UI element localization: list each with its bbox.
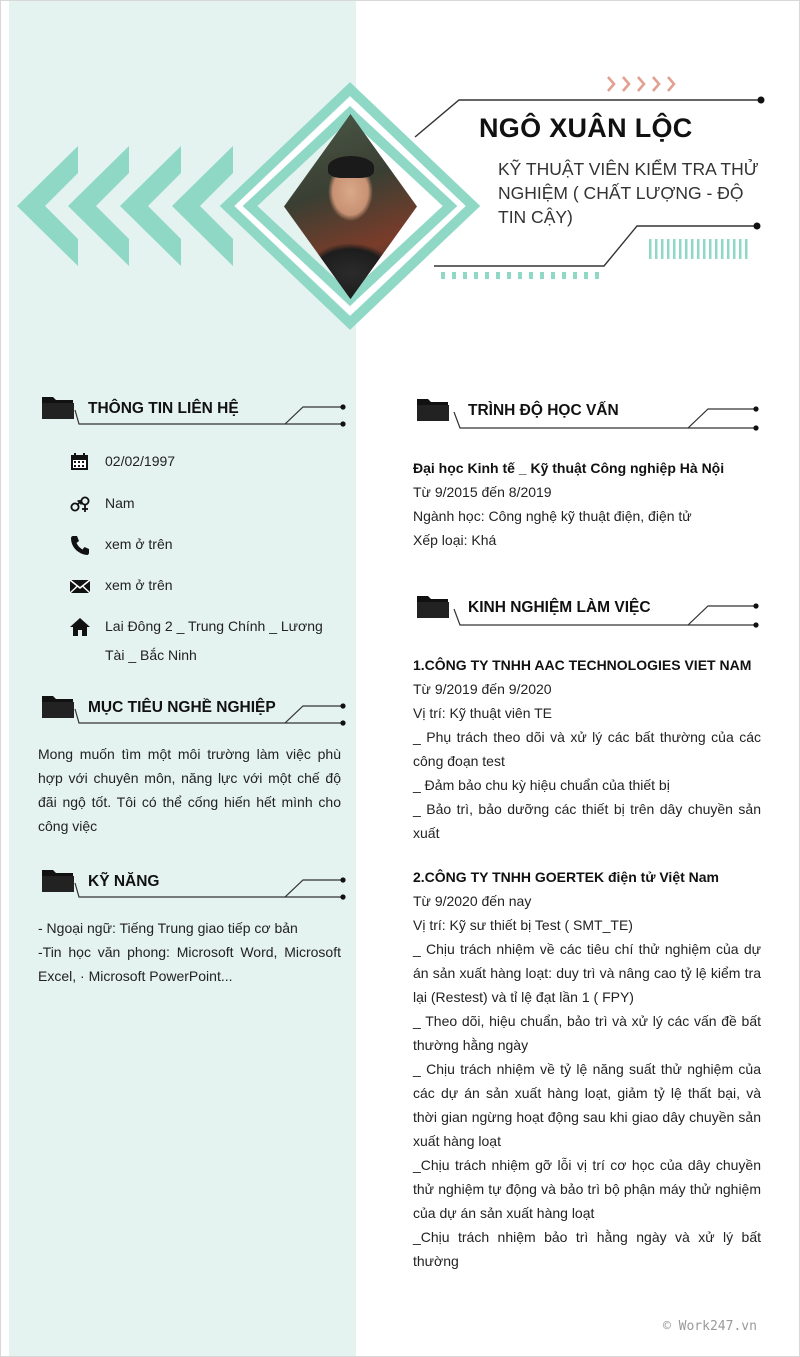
folder-icon: [416, 593, 450, 619]
barcode-ticks: [441, 239, 748, 279]
email-value: xem ở trên: [105, 577, 173, 593]
experience-section-header: [416, 593, 766, 633]
folder-icon: [41, 867, 75, 893]
experience-section-title: KINH NGHIỆM LÀM VIỆC: [468, 599, 651, 616]
small-chevrons-icon: [608, 77, 674, 91]
candidate-name: NGÔ XUÂN LỘC: [479, 113, 693, 143]
objective-section-header: [41, 693, 351, 733]
objective-text: Mong muốn tìm một môi trường làm việc phù hợp với chuyên môn, năng lực với một chế độ đãi ngộ tốt. Tôi có thể cống hiến hết mình cho công việc: [38, 746, 341, 834]
skills-section-header: [41, 867, 351, 907]
gender-icon: [69, 493, 91, 515]
contact-section-title: THÔNG TIN LIÊN HỆ: [88, 400, 239, 417]
job-period: Từ 9/2019 đến 9/2020: [413, 681, 552, 697]
job-position: Vị trí: Kỹ sư thiết bị Test ( SMT_TE): [413, 917, 633, 933]
calendar-icon: [69, 451, 91, 473]
job-duty: _ Chịu trách nhiệm về tỷ lệ năng suất thử nghiệm của các dự án sản xuất hàng loạt, giảm tỷ lệ thất bại, và thời gian ngừng hoạt động sau khi giao dây chuyền sản xuất hàng loạt: [413, 1061, 761, 1149]
phone-row: [69, 530, 349, 559]
job-period: Từ 9/2020 đến nay: [413, 893, 532, 909]
home-icon: [69, 616, 91, 638]
education-section-header: [416, 396, 766, 436]
birthday-row: [69, 447, 349, 476]
phone-value: xem ở trên: [105, 536, 173, 552]
folder-icon: [41, 693, 75, 719]
birthday-value: 02/02/1997: [105, 453, 176, 469]
watermark: © Work247.vn: [663, 1319, 757, 1334]
education-section-title: TRÌNH ĐỘ HỌC VẤN: [468, 402, 619, 419]
address-value: Lai Đông 2 _ Trung Chính _ Lương Tài _ Bắc Ninh: [105, 618, 323, 663]
education-major: Ngành học: Công nghệ kỹ thuật điện, điện tử: [413, 508, 692, 524]
education-rank: Xếp loại: Khá: [413, 532, 497, 548]
gender-value: Nam: [105, 495, 135, 511]
job-company: 2.CÔNG TY TNHH GOERTEK điện tử Việt Nam: [413, 869, 719, 885]
address-row: [69, 612, 349, 672]
phone-icon: [69, 534, 91, 556]
skills-section-title: KỸ NĂNG: [88, 873, 160, 890]
skill-item: - Ngoại ngữ: Tiếng Trung giao tiếp cơ bản: [38, 920, 298, 936]
folder-icon: [41, 394, 75, 420]
job-duty: _ Theo dõi, hiệu chuẩn, bảo trì và xử lý các vấn đề bất thường hằng ngày: [413, 1013, 761, 1053]
job-title: KỸ THUẬT VIÊN KIỂM TRA THỬ NGHIỆM ( CHẤT LƯỢNG - ĐỘ TIN CẬY): [498, 159, 759, 227]
job-duty: _ Chịu trách nhiệm về các tiêu chí thử nghiệm của dự án sản xuất hàng loạt: duy trì và nâng cao tỷ lệ kiểm tra lại (Restest) và tỉ lệ đạt lần 1 ( FPY): [413, 941, 761, 1005]
job-company: 1.CÔNG TY TNHH AAC TECHNOLOGIES VIET NAM: [413, 657, 752, 673]
school-name: Đại học Kinh tế _ Kỹ thuật Công nghiệp Hà Nội: [413, 460, 725, 476]
job-duty: _ Đảm bảo chu kỳ hiệu chuẩn của thiết bị: [413, 777, 670, 793]
job-position: Vị trí: Kỹ thuật viên TE: [413, 705, 553, 721]
folder-icon: [416, 396, 450, 422]
job-duty: _ Phụ trách theo dõi và xử lý các bất thường của các công đoạn test: [413, 729, 761, 769]
job-duty: _Chịu trách nhiệm bảo trì hằng ngày và xử lý bất thường: [413, 1229, 761, 1269]
gender-row: [69, 489, 349, 518]
objective-section-title: MỤC TIÊU NGHỀ NGHIỆP: [88, 699, 276, 716]
email-icon: [69, 575, 91, 597]
email-row: [69, 571, 349, 600]
skill-item: -Tin học văn phong: Microsoft Word, Microsoft Excel, · Microsoft PowerPoint...: [38, 944, 341, 984]
job-duty: _ Bảo trì, bảo dưỡng các thiết bị trên dây chuyền sản xuất: [413, 801, 761, 841]
contact-section-header: [41, 394, 351, 434]
chevron-arrows-icon: [17, 146, 233, 266]
job-duty: _Chịu trách nhiệm gỡ lỗi vị trí cơ học của dây chuyền thử nghiệm tự động và bảo trì bộ phận máy thử nghiệm của dự án sản xuất hàng loạt: [413, 1157, 761, 1221]
education-period: Từ 9/2015 đến 8/2019: [413, 484, 552, 500]
